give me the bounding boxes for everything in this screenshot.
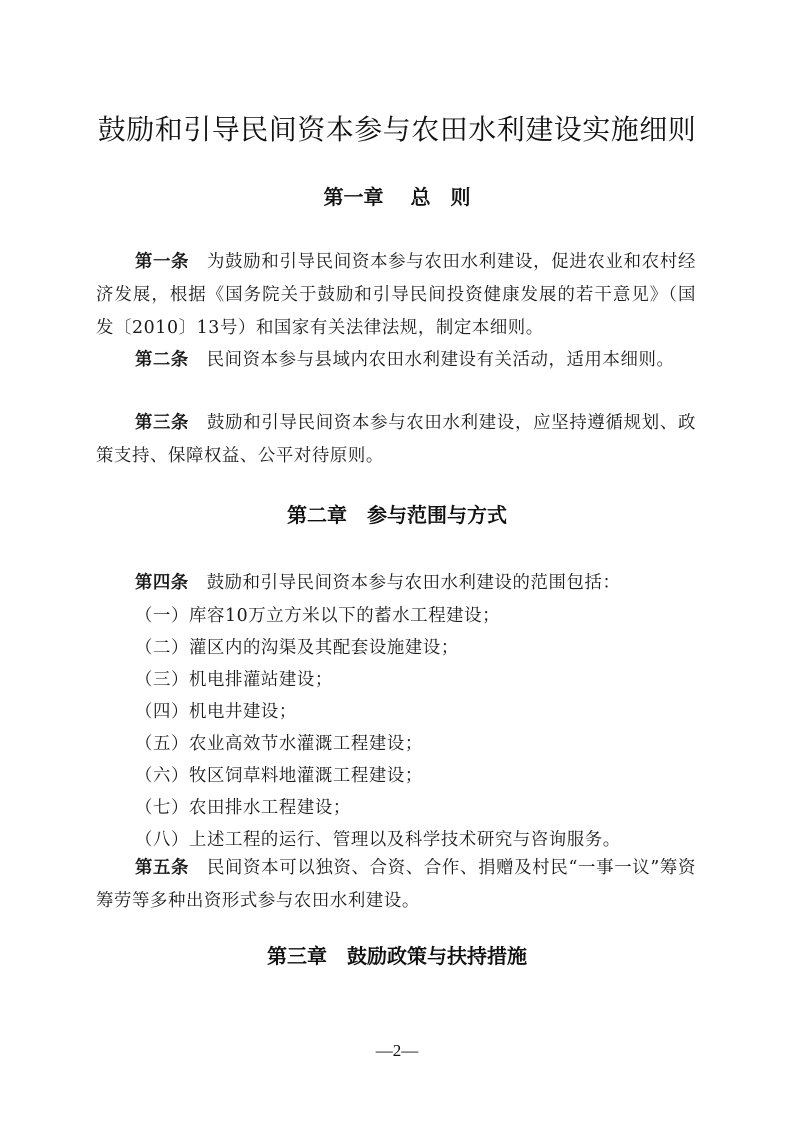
article-text: 民间资本参与县域内农田水利建设有关活动，适用本细则。 (206, 350, 675, 370)
document-title: 鼓励和引导民间资本参与农田水利建设实施细则 (97, 113, 697, 146)
list-item: （一）库容10万立方米以下的蓄水工程建设； (135, 606, 501, 626)
article-number: 第五条 (135, 858, 189, 878)
page-number: —2— (375, 1041, 419, 1060)
article-1 (96, 246, 696, 345)
article-number: 第二条 (135, 350, 189, 370)
article-text: 民间资本可以独资、合资、合作、捐赠及村民“一事一议”筹资筹劳等多种出资形式参与农田水利建设。 (96, 858, 696, 911)
article-text: 为鼓励和引导民间资本参与农田水利建设，促进农业和农村经济发展，根据《国务院关于鼓励和引导民间投资健康发展的若干意见》（国发〔2010〕13号）和国家有关法律法规，制定本细则。 (96, 252, 696, 338)
chapter-heading-3: 第三章 鼓励政策与扶持措施 (267, 944, 527, 968)
article-2 (96, 344, 696, 377)
article-number: 第一条 (135, 252, 190, 272)
list-item: （二）灌区内的沟渠及其配套设施建设； (135, 638, 459, 658)
article-text: 鼓励和引导民间资本参与农田水利建设的范围包括： (206, 573, 621, 593)
list-item: （五）农业高效节水灌溉工程建设； (135, 734, 423, 754)
article-text: 鼓励和引导民间资本参与农田水利建设，应坚持遵循规划、政策支持、保障权益、公平对待原则。 (96, 413, 696, 466)
article-5 (96, 852, 696, 918)
article-number: 第四条 (135, 573, 189, 593)
chapter-heading-2: 第二章 参与范围与方式 (287, 503, 507, 527)
list-item: （八）上述工程的运行、管理以及科学技术研究与咨询服务。 (135, 830, 621, 850)
list-item: （六）牧区饲草料地灌溉工程建设； (135, 766, 423, 786)
scope-list (96, 600, 696, 856)
chapter-heading-1: 第一章 总 则 (323, 185, 471, 209)
list-item: （三）机电排灌站建设； (135, 670, 333, 690)
list-item: （四）机电井建设； (135, 702, 297, 722)
list-item: （七）农田排水工程建设； (135, 798, 351, 818)
article-4 (96, 567, 696, 600)
article-3 (96, 407, 696, 473)
article-number: 第三条 (135, 413, 190, 433)
